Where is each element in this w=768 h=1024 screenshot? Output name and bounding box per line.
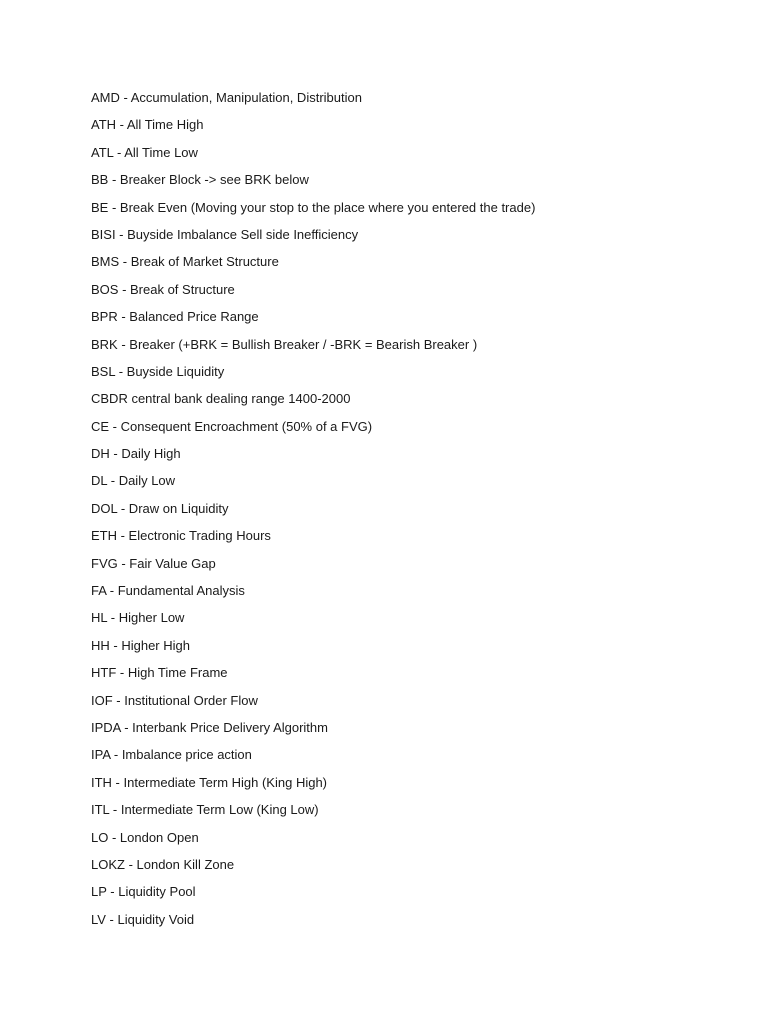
glossary-entry-bpr: BPR - Balanced Price Range bbox=[91, 309, 259, 325]
glossary-entry-atl: ATL - All Time Low bbox=[91, 144, 198, 160]
glossary-entry-ce: CE - Consequent Encroachment (50% of a FVG) bbox=[91, 418, 373, 434]
glossary-entry-hh: HH - Higher High bbox=[91, 637, 190, 653]
glossary-entry-itl: ITL - Intermediate Term Low (King Low) bbox=[91, 802, 319, 818]
glossary-entry-lo: LO - London Open bbox=[91, 829, 199, 845]
glossary-entry-bb: BB - Breaker Block -> see BRK below bbox=[91, 172, 309, 188]
glossary-entry-iof: IOF - Institutional Order Flow bbox=[91, 692, 258, 708]
glossary-entry-eth: ETH - Electronic Trading Hours bbox=[91, 528, 271, 544]
glossary-entry-fvg: FVG - Fair Value Gap bbox=[91, 555, 216, 571]
glossary-entry-bisi: BISI - Buyside Imbalance Sell side Inefficiency bbox=[91, 226, 359, 242]
glossary-entry-dh: DH - Daily High bbox=[91, 446, 181, 462]
glossary-entry-lp: LP - Liquidity Pool bbox=[91, 884, 196, 900]
glossary-entry-dl: DL - Daily Low bbox=[91, 473, 176, 489]
glossary-entry-bms: BMS - Break of Market Structure bbox=[91, 254, 279, 270]
glossary-entry-ith: ITH - Intermediate Term High (King High) bbox=[91, 774, 328, 790]
glossary-entry-ath: ATH - All Time High bbox=[91, 117, 204, 133]
glossary-entry-brk: BRK - Breaker (+BRK = Bullish Breaker / -BRK = Bearish Breaker ) bbox=[91, 336, 478, 352]
glossary-entry-bos: BOS - Break of Structure bbox=[91, 281, 235, 297]
glossary-entry-amd: AMD - Accumulation, Manipulation, Distribution bbox=[91, 90, 362, 105]
glossary-entry-lv: LV - Liquidity Void bbox=[91, 911, 195, 927]
glossary-entry-ipa: IPA - Imbalance price action bbox=[91, 747, 252, 763]
glossary-entry-cbdr: CBDR central bank dealing range 1400-2000 bbox=[91, 391, 351, 407]
glossary-entry-ipda: IPDA - Interbank Price Delivery Algorithm bbox=[91, 719, 328, 735]
glossary-entry-hl: HL - Higher Low bbox=[91, 610, 185, 626]
glossary-entry-be: BE - Break Even (Moving your stop to the place where you entered the trade) bbox=[91, 199, 536, 215]
glossary-entry-bsl: BSL - Buyside Liquidity bbox=[91, 363, 225, 379]
glossary-entry-lokz: LOKZ - London Kill Zone bbox=[91, 856, 235, 872]
glossary-entry-htf: HTF - High Time Frame bbox=[91, 665, 228, 681]
glossary-entry-dol: DOL - Draw on Liquidity bbox=[91, 500, 229, 516]
glossary-entry-fa: FA - Fundamental Analysis bbox=[91, 583, 245, 599]
glossary-list bbox=[91, 84, 535, 933]
